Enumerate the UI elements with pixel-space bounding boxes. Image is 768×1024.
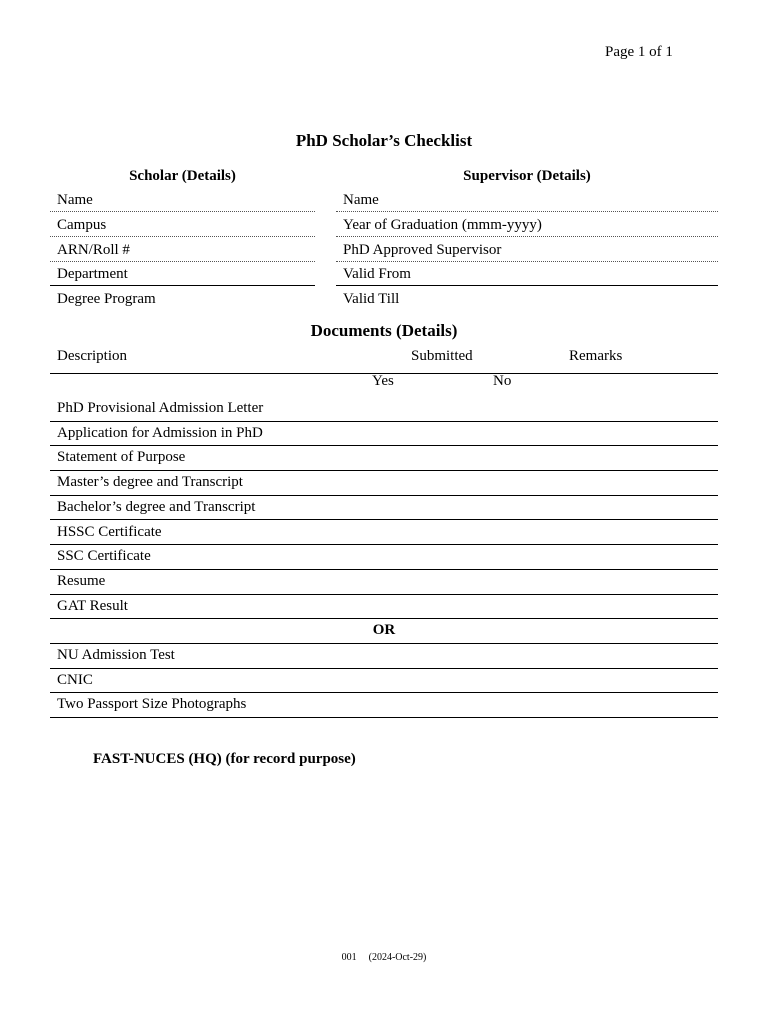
document-label: HSSC Certificate bbox=[57, 523, 162, 540]
scholar-field-degree-program bbox=[50, 287, 315, 311]
scholar-field-department bbox=[50, 262, 315, 286]
scholar-heading: Scholar (Details) bbox=[129, 168, 236, 184]
footer-org: FAST-NUCES (HQ) (for record purpose) bbox=[93, 751, 356, 767]
document-label: CNIC bbox=[57, 671, 93, 688]
footer-code bbox=[0, 952, 768, 963]
document-row bbox=[50, 422, 718, 447]
col-yes: Yes bbox=[372, 373, 394, 389]
or-separator-row bbox=[50, 619, 718, 644]
col-no: No bbox=[493, 373, 512, 389]
scholar-field-arn bbox=[50, 238, 315, 262]
supervisor-field-label: Year of Graduation (mmm-yyyy) bbox=[343, 217, 542, 233]
supervisor-field-label: Valid Till bbox=[343, 291, 400, 307]
form-date: (2024-Oct-29) bbox=[368, 952, 427, 963]
document-row bbox=[50, 446, 718, 471]
document-row bbox=[50, 693, 718, 718]
document-row bbox=[50, 669, 718, 694]
supervisor-field-valid-from bbox=[336, 262, 718, 286]
supervisor-field-label: Valid From bbox=[343, 266, 411, 282]
document-row bbox=[50, 496, 718, 521]
document-label: Application for Admission in PhD bbox=[57, 424, 263, 441]
supervisor-heading: Supervisor (Details) bbox=[463, 168, 591, 184]
page-title: PhD Scholar’s Checklist bbox=[295, 131, 473, 150]
document-row bbox=[50, 521, 718, 546]
supervisor-field-label: Name bbox=[343, 192, 379, 208]
document-label: SSC Certificate bbox=[57, 548, 151, 565]
document-label: GAT Result bbox=[57, 597, 128, 614]
col-submitted: Submitted bbox=[411, 348, 473, 364]
supervisor-field-graduation-year bbox=[336, 213, 718, 237]
page-number: Page 1 of 1 bbox=[605, 44, 673, 60]
document-row bbox=[50, 644, 718, 669]
document-label: Bachelor’s degree and Transcript bbox=[57, 498, 256, 515]
form-code: 001 bbox=[341, 952, 357, 963]
scholar-field-label: Name bbox=[57, 192, 93, 208]
document-label: PhD Provisional Admission Letter bbox=[57, 400, 264, 416]
supervisor-field-valid-till bbox=[336, 287, 718, 311]
document-label: Two Passport Size Photographs bbox=[57, 696, 247, 713]
supervisor-field-approved bbox=[336, 238, 718, 262]
document-label: Statement of Purpose bbox=[57, 449, 186, 466]
scholar-field-label: ARN/Roll # bbox=[57, 242, 130, 258]
scholar-field-label: Department bbox=[57, 266, 128, 282]
scholar-field-campus bbox=[50, 213, 315, 237]
document-label: Master’s degree and Transcript bbox=[57, 474, 243, 491]
col-description: Description bbox=[57, 348, 127, 364]
document-label: Resume bbox=[57, 572, 106, 589]
supervisor-field-name bbox=[336, 188, 718, 212]
scholar-field-name bbox=[50, 188, 315, 212]
scholar-field-label: Degree Program bbox=[57, 291, 156, 307]
scholar-field-label: Campus bbox=[57, 217, 107, 233]
supervisor-field-label: PhD Approved Supervisor bbox=[343, 242, 502, 258]
document-row bbox=[50, 397, 718, 422]
document-row bbox=[50, 595, 718, 620]
documents-heading: Documents (Details) bbox=[310, 321, 458, 340]
document-row bbox=[50, 570, 718, 595]
or-label: OR bbox=[372, 622, 396, 639]
document-label: NU Admission Test bbox=[57, 647, 175, 663]
document-row bbox=[50, 545, 718, 570]
document-row bbox=[50, 471, 718, 496]
col-remarks: Remarks bbox=[569, 348, 623, 364]
